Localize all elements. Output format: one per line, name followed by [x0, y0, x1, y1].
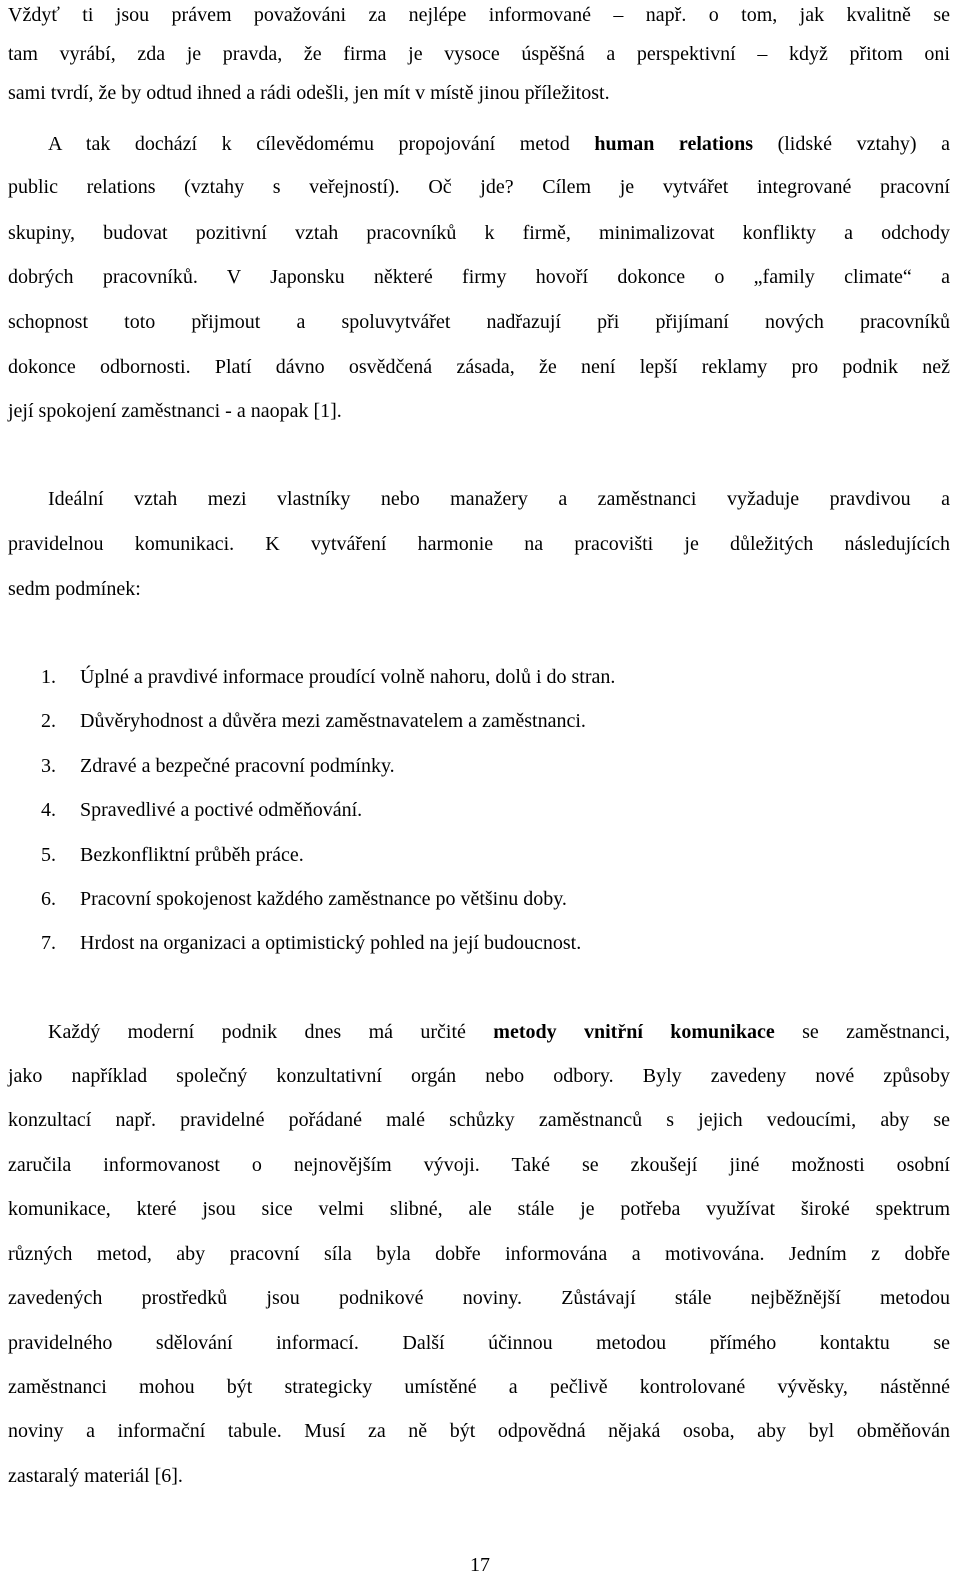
list-item-text: Bezkonfliktní průběh práce.	[80, 844, 304, 866]
list-item	[8, 751, 950, 781]
list-item-number: 1.	[41, 666, 56, 688]
paragraph4-line-5: komunikace, které jsou sice velmi slibné, ale stále je potřeba využívat široké spektrum	[8, 1198, 950, 1220]
list-item-text: Zdravé a bezpečné pracovní podmínky.	[80, 755, 395, 777]
paragraph4-line-4: zaručila informovanost o nejnovějším vývoji. Také se zkoušejí jiné možnosti osobní	[8, 1154, 950, 1176]
paragraph2-line-4: dobrých pracovníků. V Japonsku některé firmy hovoří dokonce o „family climate“ a	[8, 266, 950, 288]
paragraph2-line1-post: (lidské vztahy) a	[753, 133, 950, 155]
list-item	[8, 840, 950, 870]
list-item-text: Důvěryhodnost a důvěra mezi zaměstnavatelem a zaměstnanci.	[80, 710, 586, 732]
list-item-number: 7.	[41, 932, 56, 954]
internal-communication-term: metody vnitřní komunikace	[493, 1021, 775, 1043]
list-item-text: Spravedlivé a poctivé odměňování.	[80, 799, 363, 821]
list-item	[8, 662, 950, 692]
list-item-text: Hrdost na organizaci a optimistický pohled na její budoucnost.	[80, 932, 582, 954]
paragraph4-line-11: zastaralý materiál [6].	[8, 1465, 183, 1487]
list-item	[8, 706, 950, 736]
paragraph4-line-9: zaměstnanci mohou být strategicky umístěné a pečlivě kontrolované vývěsky, nástěnné	[8, 1376, 950, 1398]
list-item	[8, 795, 950, 825]
list-item-text: Úplné a pravdivé informace proudící volně nahoru, dolů i do stran.	[80, 666, 616, 688]
list-item-number: 5.	[41, 844, 56, 866]
paragraph2-line-2: public relations (vztahy s veřejností). Oč jde? Cílem je vytvářet integrované pracovní	[8, 176, 950, 198]
paragraph2-line-1	[8, 129, 950, 159]
paragraph3-line-3: sedm podmínek:	[8, 578, 141, 600]
paragraph4-line-6: různých metod, aby pracovní síla byla dobře informována a motivována. Jedním z dobře	[8, 1243, 950, 1265]
list-item-number: 6.	[41, 888, 56, 910]
list-item-number: 2.	[41, 710, 56, 732]
paragraph4-line-7: zavedených prostředků jsou podnikové noviny. Zůstávají stále nejběžnější metodou	[8, 1287, 950, 1309]
paragraph4-line-3: konzultací např. pravidelné pořádané malé schůzky zaměstnanců s jejich vedoucími, aby se	[8, 1109, 950, 1131]
list-item-number: 3.	[41, 755, 56, 777]
paragraph1-line-2: tam vyrábí, zda je pravda, že firma je vysoce úspěšná a perspektivní – když přitom oni	[8, 43, 950, 65]
paragraph4-line-10: noviny a informační tabule. Musí za ně být odpovědná nějaká osoba, aby byl obměňován	[8, 1420, 950, 1442]
paragraph2-line-3: skupiny, budovat pozitivní vztah pracovníků k firmě, minimalizovat konflikty a odchody	[8, 222, 950, 244]
page-number: 17	[470, 1554, 490, 1576]
paragraph4-line-1	[8, 1017, 950, 1047]
paragraph4-line-8: pravidelného sdělování informací. Další účinnou metodou přímého kontaktu se	[8, 1332, 950, 1354]
human-relations-term: human relations	[594, 133, 753, 155]
paragraph4-line1-pre: Každý moderní podnik dnes má určité	[48, 1021, 494, 1043]
paragraph4-line1-post: se zaměstnanci,	[774, 1021, 950, 1043]
paragraph1-line-3: sami tvrdí, že by odtud ihned a rádi odešli, jen mít v místě jinou příležitost.	[8, 82, 610, 104]
list-item	[8, 884, 950, 914]
paragraph3-line-2: pravidelnou komunikaci. K vytváření harmonie na pracovišti je důležitých následujících	[8, 533, 950, 555]
paragraph2-line-5: schopnost toto přijmout a spoluvytvářet nadřazují při přijímaní nových pracovníků	[8, 311, 950, 333]
list-item-text: Pracovní spokojenost každého zaměstnance po většinu doby.	[80, 888, 567, 910]
list-item-number: 4.	[41, 799, 56, 821]
paragraph2-line-7: její spokojení zaměstnanci - a naopak [1].	[8, 400, 342, 422]
list-item	[8, 928, 950, 958]
paragraph2-line-6: dokonce odbornosti. Platí dávno osvědčená zásada, že není lepší reklamy pro podnik než	[8, 356, 950, 378]
paragraph4-line-2: jako například společný konzultativní orgán nebo odbory. Byly zavedeny nové způsoby	[8, 1065, 950, 1087]
paragraph1-line-1: Vždyť ti jsou právem považováni za nejlépe informované – např. o tom, jak kvalitně se	[8, 4, 950, 26]
paragraph2-line1-pre: A tak dochází k cílevědomému propojování metod	[48, 133, 595, 155]
paragraph3-line-1: Ideální vztah mezi vlastníky nebo manažery a zaměstnanci vyžaduje pravdivou a	[48, 488, 950, 510]
